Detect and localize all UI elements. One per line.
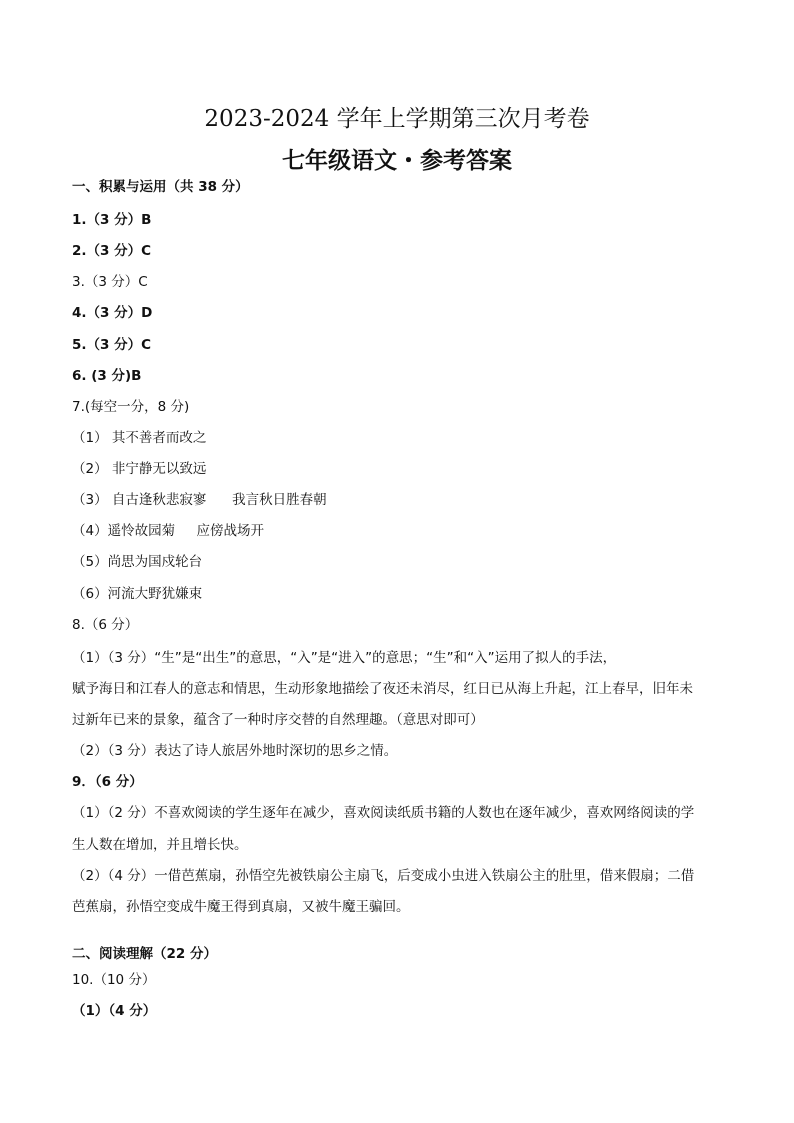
answer-line: （1） 其不善者而改之	[72, 430, 207, 446]
answer-line: 赋予海日和江春人的意志和情思，生动形象地描绘了夜还未消尽，红日已从海上升起，江上春早，旧年未	[72, 681, 693, 697]
answer-line: （6）河流大野犹嫌束	[72, 586, 203, 602]
answer-line: 3.（3 分）C	[72, 274, 148, 290]
answer-line: （1）（3 分）“生”是“出生”的意思，“入”是“进入”的意思；“生”和“入”运用了拟人的手法，	[72, 650, 617, 666]
page-title: 2023-2024 学年上学期第三次月考卷	[204, 106, 590, 132]
answer-line: （3） 自古逢秋悲寂寥 我言秋日胜春朝	[72, 492, 327, 508]
answer-line: （2）（3 分）表达了诗人旅居外地时深切的思乡之情。	[72, 743, 398, 759]
answer-line: 9．（6 分）	[72, 774, 143, 790]
answer-line: 8.（6 分）	[72, 617, 139, 633]
answer-line: 芭蕉扇，孙悟空变成牛魔王得到真扇，又被牛魔王骗回。	[72, 899, 410, 915]
answer-line: 4.（3 分）D	[72, 305, 153, 321]
answer-line: （1）（4 分）	[72, 1003, 157, 1019]
answer-line: 5.（3 分）C	[72, 337, 152, 353]
section-heading: 一、积累与运用（共 38 分）	[72, 179, 249, 195]
answer-line: 1.（3 分）B	[72, 212, 152, 228]
answer-line: 10.（10 分）	[72, 972, 156, 988]
answer-line: 过新年已来的景象，蕴含了一种时序交替的自然理趣。（意思对即可）	[72, 712, 484, 728]
answer-line: 生人数在增加，并且增长快。	[72, 837, 248, 853]
answer-line: （4）遥怜故园菊 应傍战场开	[72, 523, 265, 539]
answer-line: 7.(每空一分，8 分)	[72, 399, 190, 415]
page-subtitle: 七年级语文・参考答案	[282, 147, 512, 174]
answer-line: （2）（4 分）一借芭蕉扇，孙悟空先被铁扇公主扇飞，后变成小虫进入铁扇公主的肚里，借来假扇；二借	[72, 868, 695, 884]
answer-line: （5）尚思为国戍轮台	[72, 554, 203, 570]
answer-line: （1）（2 分）不喜欢阅读的学生逐年在减少，喜欢阅读纸质书籍的人数也在逐年减少，喜欢网络阅读的学	[72, 805, 695, 821]
section-heading: 二、阅读理解（22 分）	[72, 946, 217, 962]
answer-line: （2） 非宁静无以致远	[72, 461, 207, 477]
answer-line: 6. (3 分)B	[72, 368, 142, 384]
answer-line: 2.（3 分）C	[72, 243, 152, 259]
